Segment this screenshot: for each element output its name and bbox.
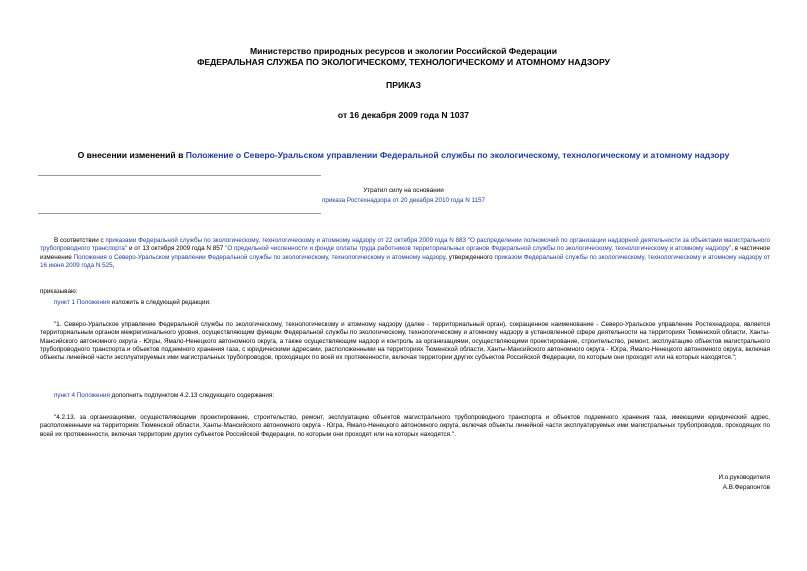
regulation-link[interactable]: Положения о Северо-Уральском управлении Федеральной службы по экологическому, технологическому и атомному надзору	[73, 253, 446, 261]
preamble-text-5: ,	[112, 261, 115, 269]
order-883-link[interactable]: приказами Федеральной службы по экологическому, технологическому и атомному надзору от 22 октября 2009 года N 883 "О распределении полномочий по организации надзорной деятельности за объектами магистрального трубопроводного транспорта"	[40, 237, 770, 253]
clause-4-text: дополнить подпунктом 4.2.13 следующего содержания:	[109, 392, 275, 399]
order-857-link[interactable]: "О предельной численности и фонде оплаты труда работников территориальных органов Федеральной службы по экологическому, технологическому и атомному надзору"	[225, 245, 732, 253]
status-note: Утратил силу на основании	[363, 187, 444, 194]
service-name: ФЕДЕРАЛЬНАЯ СЛУЖБА ПО ЭКОЛОГИЧЕСКОМУ, ТЕХНОЛОГИЧЕСКОМУ И АТОМНОМУ НАДЗОРУ	[197, 57, 610, 67]
point-4-link[interactable]: пункт 4 Положения	[54, 392, 110, 399]
clause-4-paragraph	[40, 392, 770, 400]
divider-bottom	[38, 213, 321, 214]
clause-1-text: изложить в следующей редакции:	[109, 299, 211, 306]
preamble-text-1: В соответствии с	[54, 237, 106, 244]
title-regulation-link[interactable]: Положение о Северо-Уральском управлении Федеральной службы по экологическому, технологическому и атомному надзору	[185, 150, 730, 160]
divider-top	[38, 175, 321, 176]
preamble-paragraph	[40, 237, 770, 270]
signatory-name: А.В.Ферапонтов	[722, 484, 770, 491]
clause-1-paragraph	[40, 299, 770, 307]
quote-point-4213: "4.2.13. за организациями, осуществляющими проектирование, строительство, ремонт, эксплуатацию объектов магистрального трубопроводного транспорта и объектов подземного хранения газа, имеющими юридический адрес, расположенными на территориях Тюменской области, Ханты-Мансийского автономного округа - Югра, Ямало-Ненецкого автономного округа, включая объекты линейной части эксплуатируемых ими магистральных трубопроводов, проходящих по всей их протяженности, включая территории других субъектов Российской Федерации, по которым они проходят или на которых находятся.".	[40, 414, 770, 438]
title-prefix: О внесении изменений в	[77, 150, 186, 160]
order-525-link[interactable]: приказом Федеральной службы по экологическому, технологическому и атомному надзору от 16 июня 2009 года N 525	[40, 253, 771, 269]
status-link-line	[200, 197, 607, 205]
point-1-link[interactable]: пункт 1 Положения	[54, 299, 110, 306]
document-title	[0, 150, 807, 160]
document-date-number: от 16 декабря 2009 года N 1037	[337, 110, 470, 120]
quote-point-1: "1. Северо-Уральское управление Федеральной службы по экологическому, технологическому и атомному надзору (далее - территориальный орган), сокращенное наименование - Северо-Уральское управление Ростехнадзора, является территориальным органом межрегионального уровня, осуществляющим функции Федеральной службы по экологическому, технологическому и атомному надзору в установленной сфере деятельности на территориях Тюменской области, Ханты-Мансийского автономного округа - Югры, Ямало-Ненецкого автономного округа, а также осуществляющим надзор и контроль за организациями, осуществляющими проектирование, строительство, ремонт, эксплуатацию объектов магистрального трубопроводного транспорта и объектов подземного хранения газа, с юридическими адресами, расположенными на территориях Тюменской области, Ханты-Мансийского автономного округа - Югра, Ямало-Ненецкого автономного округа, включая объекты линейной части эксплуатируемых ими магистральных трубопроводов, проходящих по всей их протяженности, включая территории других субъектов Российской Федерации, по которым они проходят или на которых находятся.";	[40, 321, 770, 362]
preamble-text-2: и от 13 октября 2009 года N 857	[127, 245, 226, 253]
repeal-order-link[interactable]: приказа Ростехнадзора от 20 декабря 2010 года N 1157	[321, 197, 486, 204]
preamble-text-4: , утвержденного	[445, 253, 495, 261]
preamble-text-3: , в частичное изменение	[40, 245, 770, 261]
ministry-name: Министерство природных ресурсов и экологии Российской Федерации	[250, 46, 557, 56]
signatory-position: И.о.руководителя	[718, 474, 770, 481]
order-word: приказываю:	[40, 288, 78, 295]
document-type: ПРИКАЗ	[386, 80, 421, 90]
